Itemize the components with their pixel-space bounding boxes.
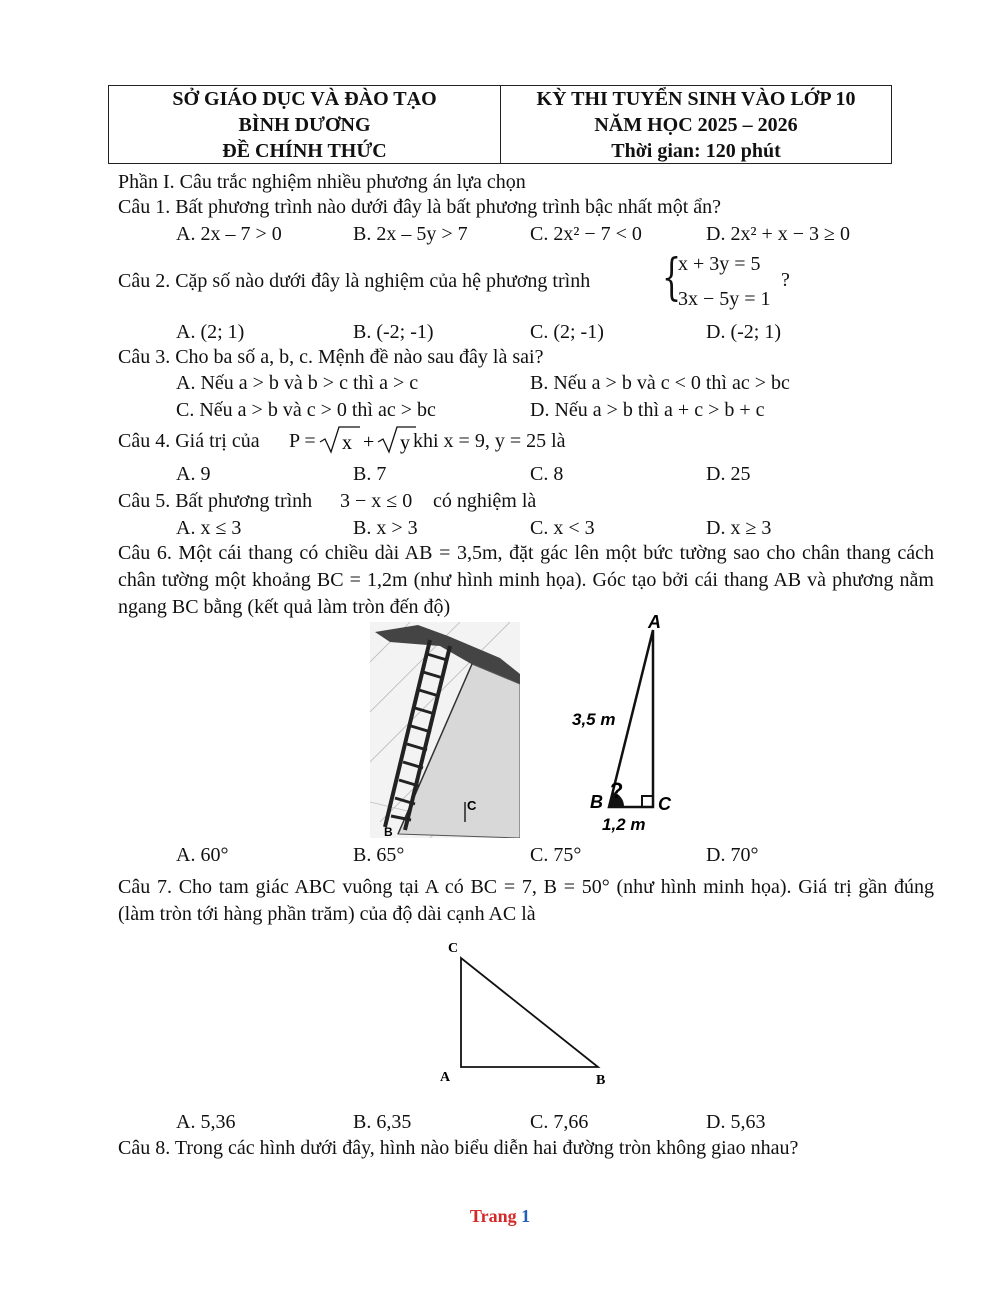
header-left-line-2: BÌNH DƯƠNG bbox=[238, 113, 371, 136]
right-angle-mark bbox=[642, 796, 653, 807]
q2-equation-1: x + 3y = 5 bbox=[678, 253, 761, 275]
q6-option-a: A. 60° bbox=[176, 844, 229, 866]
question-3-stem: Câu 3. Cho ba số a, b, c. Mệnh đề nào sau đây là sai? bbox=[118, 346, 544, 368]
exam-header-table bbox=[108, 85, 892, 164]
q4-option-a: A. 9 bbox=[176, 463, 211, 485]
ladder-photo-figure bbox=[370, 622, 520, 838]
q7-option-b: B. 6,35 bbox=[353, 1111, 412, 1133]
q2-equation-2: 3x − 5y = 1 bbox=[678, 288, 771, 310]
q5-option-d: D. x ≥ 3 bbox=[706, 517, 772, 539]
q2-option-b: B. (-2; -1) bbox=[353, 321, 434, 343]
vertex-label-c: C bbox=[658, 794, 671, 814]
q4-p-symbol: P = bbox=[289, 430, 316, 452]
footer-page-word: Trang bbox=[469, 1206, 517, 1226]
footer-page-number: 1 bbox=[521, 1206, 531, 1226]
question-6-stem: Câu 6. Một cái thang có chiều dài AB = 3,5m, đặt gác lên một bức tường sao cho chân thang cách chân tường một khoảng BC = 1,2m (như hình minh họa). Góc tạo bởi cái thang AB và phương nằm ngang BC bằng (kết quả làm tròn đến độ) bbox=[118, 542, 934, 618]
q2-question-mark: ? bbox=[781, 269, 790, 291]
q1-option-c: C. 2x² − 7 < 0 bbox=[530, 223, 642, 245]
q4-option-b: B. 7 bbox=[353, 463, 387, 485]
q4-var-y: y bbox=[400, 432, 410, 454]
q7-option-a: A. 5,36 bbox=[176, 1111, 236, 1133]
q5-option-a: A. x ≤ 3 bbox=[176, 517, 242, 539]
q5-option-c: C. x < 3 bbox=[530, 517, 595, 539]
q2-option-c: C. (2; -1) bbox=[530, 321, 604, 343]
q1-option-a: A. 2x – 7 > 0 bbox=[176, 223, 282, 245]
photo-label-c: C bbox=[467, 798, 477, 813]
q6-option-b: B. 65° bbox=[353, 844, 405, 866]
question-4-stem: Câu 4. Giá trị của bbox=[118, 430, 260, 452]
q1-option-b: B. 2x – 5y > 7 bbox=[353, 223, 468, 245]
q4-var-x: x bbox=[342, 432, 352, 454]
sqrt-y-sign bbox=[378, 427, 416, 452]
part-title: Phần I. Câu trắc nghiệm nhiều phương án lựa chọn bbox=[118, 171, 526, 193]
q4-plus-sign: + bbox=[363, 431, 375, 453]
header-exam-info bbox=[501, 86, 891, 163]
q5-stem-tail: có nghiệm là bbox=[433, 490, 537, 512]
triangle-abc-q7 bbox=[461, 958, 598, 1067]
q3-option-a: A. Nếu a > b và b > c thì a > c bbox=[176, 372, 419, 394]
system-brace: { bbox=[662, 248, 682, 306]
q4-stem-tail: khi x = 9, y = 25 là bbox=[413, 430, 566, 452]
question-7-stem: Câu 7. Cho tam giác ABC vuông tại A có BC = 7, B = 50° (như hình minh họa). Giá trị gần đúng (làm tròn tới hàng phần trăm) của độ dài cạnh AC là bbox=[118, 876, 934, 925]
q6-option-c: C. 75° bbox=[530, 844, 582, 866]
q5-option-b: B. x > 3 bbox=[353, 517, 418, 539]
side-label-bc: 1,2 m bbox=[602, 815, 646, 834]
q1-option-d: D. 2x² + x − 3 ≥ 0 bbox=[706, 223, 850, 245]
vertex-label-a: A bbox=[648, 612, 661, 632]
triangle-abc-figure bbox=[435, 936, 615, 1088]
sqrt-x-sign bbox=[320, 427, 360, 452]
question-1-stem: Câu 1. Bất phương trình nào dưới đây là bất phương trình bậc nhất một ẩn? bbox=[118, 196, 722, 218]
header-left-line-3: ĐỀ CHÍNH THỨC bbox=[222, 139, 387, 162]
q5-expression: 3 − x ≤ 0 bbox=[340, 490, 413, 512]
q2-option-d: D. (-2; 1) bbox=[706, 321, 781, 343]
q3-option-d: D. Nếu a > b thì a + c > b + c bbox=[530, 399, 765, 421]
vertex-label-b: B bbox=[590, 792, 603, 812]
q7-label-b: B bbox=[596, 1073, 606, 1088]
q7-option-d: D. 5,63 bbox=[706, 1111, 766, 1133]
header-right-line-1: KỲ THI TUYỂN SINH VÀO LỚP 10 bbox=[536, 87, 856, 110]
q6-option-d: D. 70° bbox=[706, 844, 759, 866]
q3-option-b: B. Nếu a > b và c < 0 thì ac > bc bbox=[530, 372, 790, 394]
header-right-line-3: Thời gian: 120 phút bbox=[611, 139, 781, 162]
ladder-triangle-figure bbox=[560, 612, 690, 836]
photo-label-b: B bbox=[384, 825, 393, 838]
question-2-stem: Câu 2. Cặp số nào dưới đây là nghiệm của hệ phương trình bbox=[118, 270, 591, 292]
q7-label-a: A bbox=[440, 1070, 451, 1085]
header-left-line-1: SỞ GIÁO DỤC VÀ ĐÀO TẠO bbox=[172, 87, 437, 110]
header-department bbox=[109, 86, 501, 163]
header-right-line-2: NĂM HỌC 2025 – 2026 bbox=[594, 113, 798, 136]
q3-option-c: C. Nếu a > b và c > 0 thì ac > bc bbox=[176, 399, 436, 421]
angle-question-mark: ? bbox=[610, 778, 624, 803]
question-8-stem: Câu 8. Trong các hình dưới đây, hình nào biểu diễn hai đường tròn không giao nhau? bbox=[118, 1137, 799, 1159]
q4-sqrt-expression bbox=[318, 424, 418, 456]
q7-option-c: C. 7,66 bbox=[530, 1111, 589, 1133]
q4-option-c: C. 8 bbox=[530, 463, 564, 485]
q2-option-a: A. (2; 1) bbox=[176, 321, 245, 343]
q4-option-d: D. 25 bbox=[706, 463, 751, 485]
side-label-ab: 3,5 m bbox=[572, 710, 616, 729]
q7-label-c: C bbox=[448, 941, 459, 956]
question-5-stem: Câu 5. Bất phương trình bbox=[118, 490, 313, 512]
page-footer bbox=[0, 1206, 1000, 1227]
